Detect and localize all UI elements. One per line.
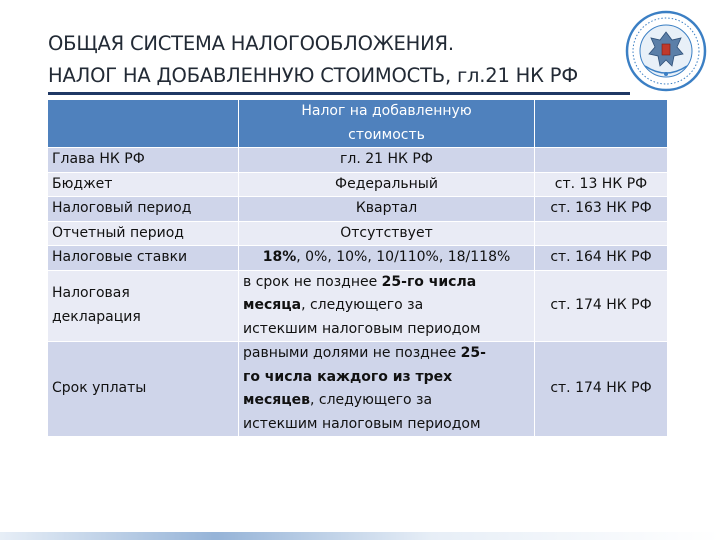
row-value — [239, 246, 535, 271]
pay-text-1-bold: 25- — [460, 345, 486, 361]
table-header-row — [48, 100, 668, 148]
table-row — [48, 148, 668, 173]
row-ref: ст. 163 НК РФ — [535, 197, 668, 222]
page-title-line-2: НАЛОГ НА ДОБАВЛЕННУЮ СТОИМОСТЬ, гл.21 НК РФ — [48, 64, 578, 87]
row-label-line-2: декларация — [52, 308, 141, 325]
table-row — [48, 221, 668, 246]
row-value: Федеральный — [239, 172, 535, 197]
row-label: Налоговые ставки — [48, 246, 239, 271]
table-row — [48, 172, 668, 197]
header-tax-line-2: стоимость — [348, 126, 425, 143]
header-cell-tax — [239, 100, 535, 148]
page-title-line-1: ОБЩАЯ СИСТЕМА НАЛОГООБЛОЖЕНИЯ. — [48, 32, 454, 55]
pay-text-1: равными долями не позднее — [243, 345, 461, 361]
row-label: Налоговый период — [48, 197, 239, 222]
decl-text-3: истекшим налоговым периодом — [243, 320, 481, 337]
header-cell-ref — [535, 100, 668, 148]
decl-text-1-bold: 25-го числа — [381, 273, 477, 290]
row-ref: ст. 164 НК РФ — [535, 246, 668, 271]
row-label: Глава НК РФ — [48, 148, 239, 173]
row-ref: ст. 13 НК РФ — [535, 172, 668, 197]
pay-text-3-bold: месяцев — [243, 392, 310, 408]
decl-text-2: , следующего за — [301, 297, 424, 313]
row-value: гл. 21 НК РФ — [239, 148, 535, 173]
row-value: Отсутствует — [239, 221, 535, 246]
row-label: Бюджет — [48, 172, 239, 197]
title-underline — [48, 92, 630, 95]
footer-decoration — [0, 532, 720, 540]
header-cell-empty — [48, 100, 239, 148]
table-row — [48, 246, 668, 271]
row-label: Срок уплаты — [48, 342, 239, 437]
pay-text-2-bold: го числа каждого из трех — [243, 368, 453, 385]
decl-text-2-bold: месяца — [243, 297, 302, 313]
row-value — [239, 342, 535, 437]
row-ref — [535, 221, 668, 246]
row-label-line-1: Налоговая — [52, 285, 130, 302]
rate-rest: , 0%, 10%, 10/110%, 18/118% — [296, 249, 511, 265]
row-ref: ст. 174 НК РФ — [535, 342, 668, 437]
decl-text-1: в срок не позднее — [243, 273, 382, 290]
row-label — [48, 270, 239, 342]
tax-table — [47, 99, 668, 437]
table-row — [48, 270, 668, 342]
title-block — [48, 28, 628, 92]
rate-main: 18% — [262, 249, 297, 265]
header-tax-line-1: Налог на добавленную — [301, 103, 472, 119]
row-label: Отчетный период — [48, 221, 239, 246]
row-value: Квартал — [239, 197, 535, 222]
table-row — [48, 342, 668, 437]
pay-text-4: истекшим налоговым периодом — [243, 415, 481, 432]
row-ref — [535, 148, 668, 173]
table-row — [48, 197, 668, 222]
pay-text-3: , следующего за — [309, 392, 433, 408]
row-value — [239, 270, 535, 342]
fns-emblem-icon — [625, 10, 707, 92]
row-ref: ст. 174 НК РФ — [535, 270, 668, 342]
